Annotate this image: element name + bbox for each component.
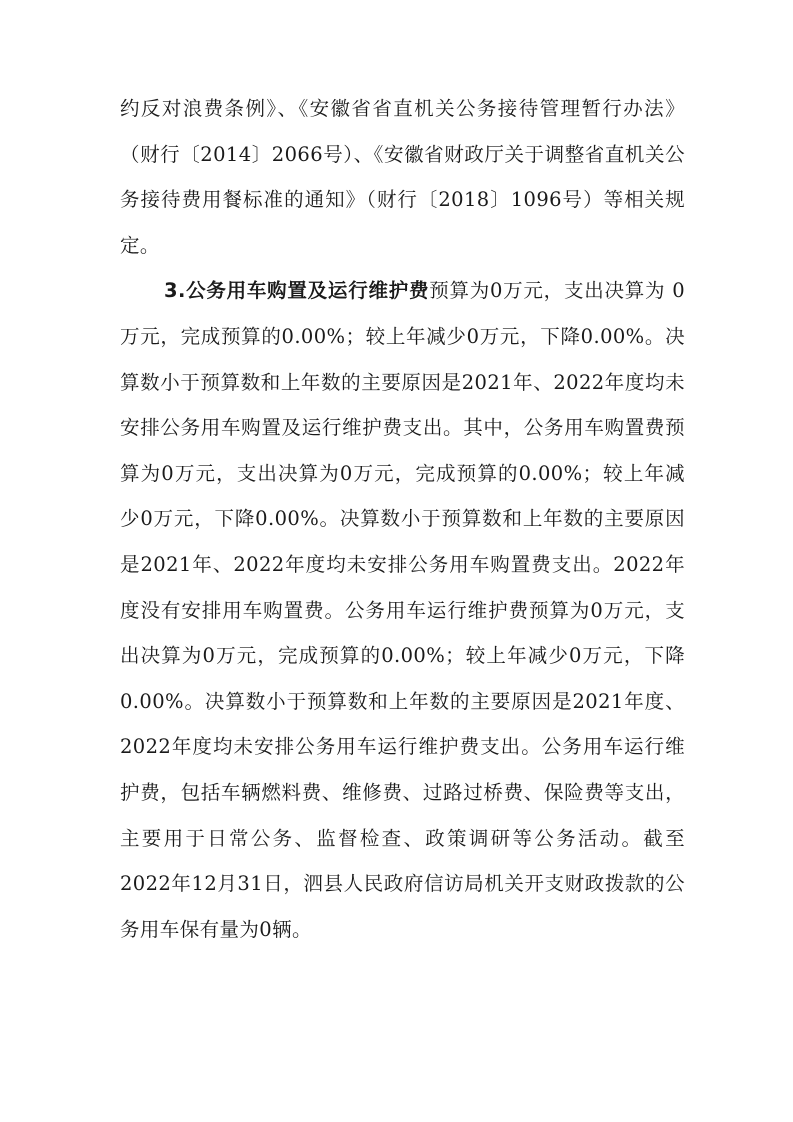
section-heading-vehicle: 3.公务用车购置及运行维护费 — [164, 279, 430, 303]
paragraph-regulations: 约反对浪费条例》、《安徽省省直机关公务接待管理暂行办法》（财行〔2014〕2066号）、《安徽省财政厅关于调整省直机关公务接待费用餐标准的通知》（财行〔2018〕1096号）等相关规定。 — [120, 97, 685, 257]
document-body — [120, 86, 685, 952]
paragraph-vehicle-body: 预算为0万元，支出决算为 0万元，完成预算的0.00%；较上年减少0万元，下降0.00%。决算数小于预算数和上年数的主要原因是2021年、2022年度均未安排公务用车购置及运行维护费支出。其中，公务用车购置费预算为0万元，支出决算为0万元，完成预算的0.00%；较上年减少0万元，下降0.00%。决算数小于预算数和上年数的主要原因是2021年、2022年度均未安排公务用车购置费支出。2022年度没有安排用车购置费。公务用车运行维护费预算为0万元，支出决算为0万元，完成预算的0.00%；较上年减少0万元，下降0.00%。决算数小于预算数和上年数的主要原因是2021年度、2022年度均未安排公务用车运行维护费支出。公务用车运行维护费，包括车辆燃料费、维修费、过路过桥费、保险费等支出，主要用于日常公务、监督检查、政策调研等公务活动。截至2022年12月31日，泗县人民政府信访局机关开支财政拨款的公务用车保有量为0辆。 — [120, 279, 685, 941]
paragraph-vehicle-expenses — [120, 268, 685, 952]
